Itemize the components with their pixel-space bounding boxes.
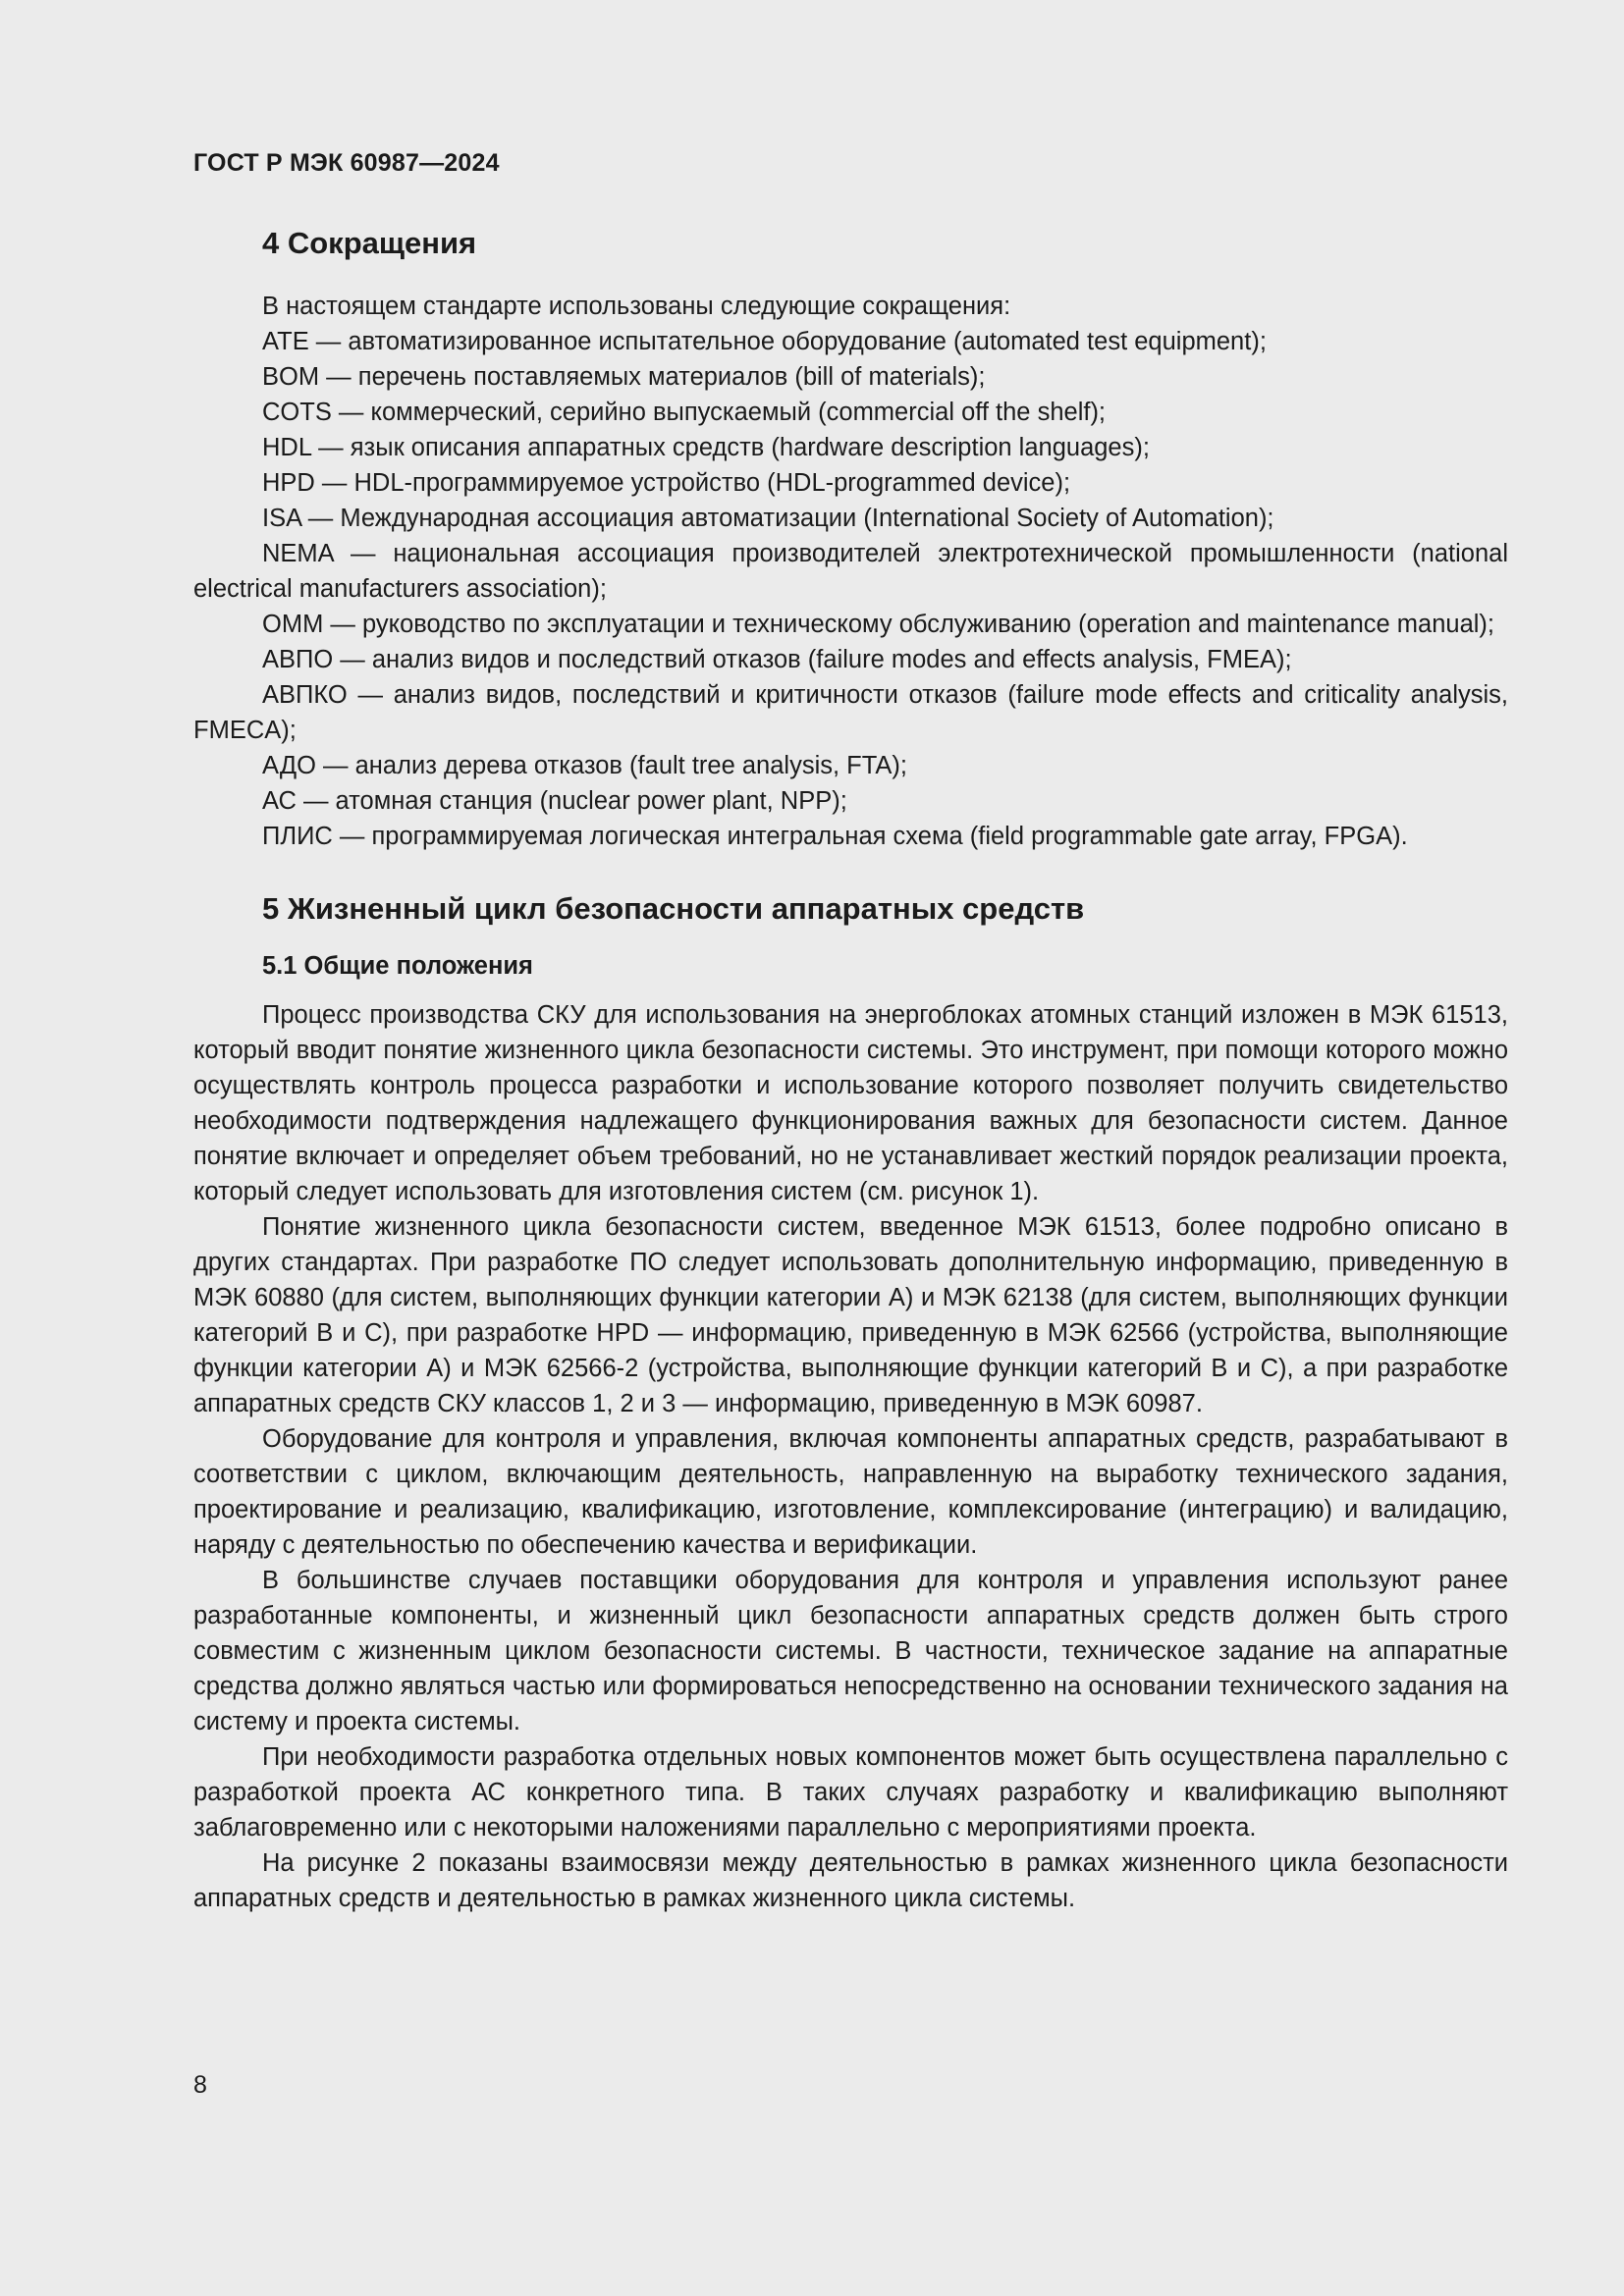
body-paragraph: При необходимости разработка отдельных новых компонентов может быть осуществлена параллельно с разработкой проекта АС конкретного типа. В таких случаях разработку и квалификацию выполняют заблаговременно или с некоторыми наложениями параллельно с мероприятиями проекта. [193, 1743, 1508, 1842]
abbreviation-item: АВПКО — анализ видов, последствий и критичности отказов (failure mode effects and criticality analysis, FMECA); [193, 681, 1508, 744]
abbreviation-item: АДО — анализ дерева отказов (fault tree analysis, FTA); [262, 752, 907, 779]
body-paragraph: Оборудование для контроля и управления, включая компоненты аппаратных средств, разрабатывают в соответствии с циклом, включающим деятельность, направленную на выработку технического задания, проектирование и реализацию, квалификацию, изготовление, комплексирование (интеграцию) и валидацию, наряду с деятельностью по обеспечению качества и верификации. [193, 1425, 1508, 1559]
body-paragraph: Процесс производства СКУ для использования на энергоблоках атомных станций изложен в МЭК 61513, который вводит понятие жизненного цикла безопасности системы. Это инструмент, при помощи которого можно осуществлять контроль процесса разработки и использование которого позволяет получить свидетельство необходимости подтверждения надлежащего функционирования важных для безопасности систем. Данное понятие включает и определяет объем требований, но не устанавливает жесткий порядок реализации проекта, который следует использовать для изготовления систем (см. рисунок 1). [193, 1001, 1508, 1205]
document-header: ГОСТ Р МЭК 60987—2024 [193, 149, 500, 177]
abbreviation-item: HPD — HDL-программируемое устройство (HDL-programmed device); [262, 469, 1071, 497]
abbreviations-intro: В настоящем стандарте использованы следующие сокращения: [262, 293, 1011, 320]
abbreviation-item: OMM — руководство по эксплуатации и техническому обслуживанию (operation and maintenance manual); [262, 611, 1494, 638]
body-paragraph: Понятие жизненного цикла безопасности систем, введенное МЭК 61513, более подробно описано в других стандартах. При разработке ПО следует использовать дополнительную информацию, приведенную в МЭК 60880 (для систем, выполняющих функции категории А) и МЭК 62138 (для систем, выполняющих функции категорий В и С), при разработке HPD — информацию, приведенную в МЭК 62566 (устройства, выполняющие функции категории А) и МЭК 62566-2 (устройства, выполняющие функции категорий В и С), а при разработке аппаратных средств СКУ классов 1, 2 и 3 — информацию, приведенную в МЭК 60987. [193, 1213, 1508, 1417]
abbreviation-item: АВПО — анализ видов и последствий отказов (failure modes and effects analysis, FMEA); [262, 646, 1292, 673]
subsection-5-1-title: 5.1 Общие положения [262, 952, 533, 980]
abbreviation-item: BOM — перечень поставляемых материалов (bill of materials); [262, 363, 986, 391]
abbreviation-item: COTS — коммерческий, серийно выпускаемый (commercial off the shelf); [262, 399, 1107, 426]
section-5-title: 5 Жизненный цикл безопасности аппаратных средств [262, 891, 1085, 926]
abbreviation-item: ISA — Международная ассоциация автоматизации (International Society of Automation); [262, 505, 1274, 532]
page-number: 8 [193, 2071, 207, 2099]
abbreviation-item: ПЛИС — программируемая логическая интегральная схема (field programmable gate array, FPGA). [262, 823, 1408, 850]
section-4-title: 4 Сокращения [262, 226, 477, 260]
abbreviation-item: HDL — язык описания аппаратных средств (hardware description languages); [262, 434, 1150, 461]
abbreviation-item: ATE — автоматизированное испытательное оборудование (automated test equipment); [262, 328, 1267, 355]
page-content [193, 224, 1508, 1916]
abbreviation-item: АС — атомная станция (nuclear power plant, NPP); [262, 787, 847, 815]
abbreviation-item: NEMA — национальная ассоциация производителей электротехнической промышленности (national electrical manufacturers association); [193, 540, 1508, 603]
body-paragraph: В большинстве случаев поставщики оборудования для контроля и управления используют ранее разработанные компоненты, и жизненный цикл безопасности аппаратных средств должен быть строго совместим с жизненным циклом безопасности системы. В частности, техническое задание на аппаратные средства должно являться частью или формироваться непосредственно на основании технического задания на систему и проекта системы. [193, 1567, 1508, 1735]
body-paragraph: На рисунке 2 показаны взаимосвязи между деятельностью в рамках жизненного цикла безопасности аппаратных средств и деятельностью в рамках жизненного цикла системы. [193, 1849, 1508, 1912]
